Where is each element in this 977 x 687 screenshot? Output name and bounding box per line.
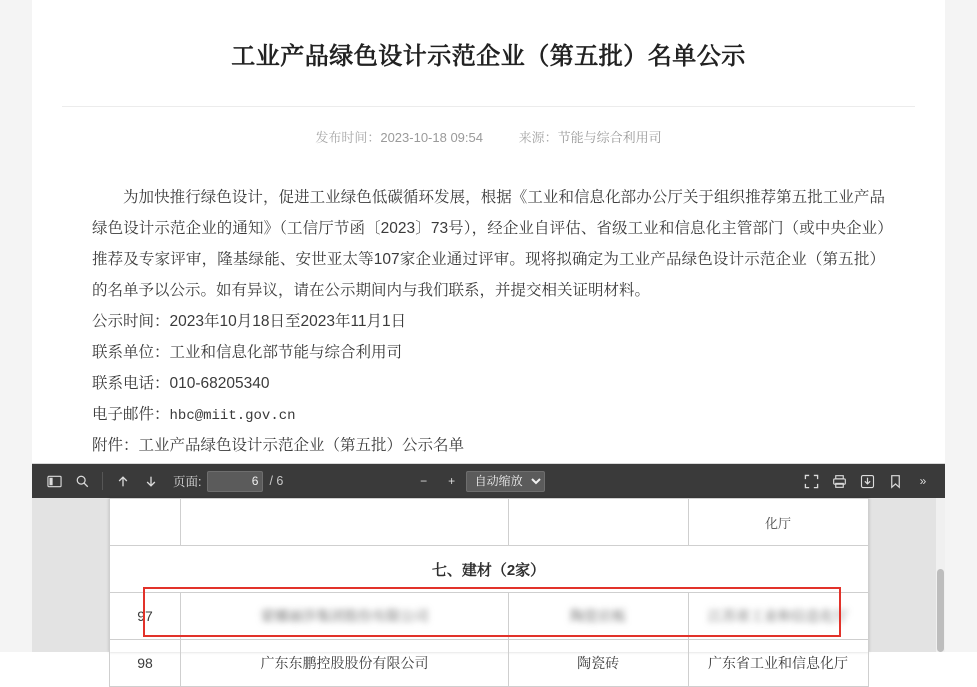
toolbar-separator-1 xyxy=(102,472,103,490)
row-97-no: 97 xyxy=(109,593,181,640)
zoom-out-button[interactable]: − xyxy=(420,474,428,488)
row-98-product: 陶瓷砖 xyxy=(508,640,688,687)
pdf-scrollbar-thumb[interactable] xyxy=(937,569,944,652)
pdf-viewer xyxy=(32,463,945,671)
source-label: 来源： xyxy=(518,129,558,145)
table-row xyxy=(109,593,868,640)
pdf-toolbar xyxy=(32,464,945,498)
left-margin-rail xyxy=(0,0,32,652)
main-paragraph: 为加快推行绿色设计，促进工业绿色低碳循环发展，根据《工业和信息化部办公厅关于组织推荐第五批工业产品绿色设计示范企业的通知》（工信厅节函〔2023〕73号），经企业自评估、省级工业和信息化主管部门（或中央企业）推荐及专家评审，隆基绿能、安世亚太等107家企业通过评审。现将拟确定为工业产品绿色设计示范企业（第五批）的名单予以公示。如有异议，请在公示期间内与我们联系，并提交相关证明材料。 xyxy=(92,188,885,299)
bookmark-icon[interactable] xyxy=(881,468,909,494)
zoom-level-select[interactable] xyxy=(466,471,545,492)
pdf-page-6 xyxy=(109,498,869,671)
zoom-controls xyxy=(410,468,545,494)
email-label: 电子邮件： xyxy=(92,405,170,423)
publish-time xyxy=(315,130,486,145)
page-number-label: 页面: xyxy=(173,475,202,489)
detail-line-contact-phone: 联系电话：010-68205340 xyxy=(92,374,270,392)
source xyxy=(519,130,662,145)
page-title: 工业产品绿色设计示范企业（第五批）名单公示 xyxy=(231,43,746,71)
row-98-name: 广东东鹏控股股份有限公司 xyxy=(181,640,508,687)
fullscreen-icon[interactable] xyxy=(797,468,825,494)
source-value: 节能与综合利用司 xyxy=(557,129,662,145)
sidebar-toggle-icon[interactable] xyxy=(40,468,68,494)
arrow-up-icon[interactable] xyxy=(109,468,137,494)
company-list-table xyxy=(109,498,869,687)
printer-icon[interactable] xyxy=(825,468,853,494)
detail-line-email xyxy=(92,399,885,430)
row-97-name: 蒙娜丽莎集团股份有限公司 xyxy=(181,593,508,640)
partial-cell-no xyxy=(109,499,181,546)
search-icon[interactable] xyxy=(68,468,96,494)
table-section-header xyxy=(109,546,868,593)
partial-cell-dept: 化厅 xyxy=(688,499,868,546)
detail-line-notice-period: 公示时间：2023年10月18日至2023年11月1日 xyxy=(92,312,407,330)
right-margin-rail xyxy=(945,0,977,652)
table-row-partial xyxy=(109,499,868,546)
table-row xyxy=(109,640,868,687)
more-tools-button[interactable]: » xyxy=(919,474,927,488)
section-title: 七、建材（2家） xyxy=(109,546,868,593)
row-97-dept: 江苏省工业和信息化厅 xyxy=(688,593,868,640)
detail-line-contact-unit: 联系单位：工业和信息化部节能与综合利用司 xyxy=(92,343,403,361)
zoom-in-button[interactable]: + xyxy=(448,474,456,488)
pdf-scrollbar[interactable] xyxy=(936,498,945,652)
partial-cell-name xyxy=(181,499,508,546)
article-content xyxy=(32,164,945,461)
arrow-down-icon[interactable] xyxy=(137,468,165,494)
publish-time-value: 2023-10-18 09:54 xyxy=(380,129,483,145)
email-value: hbc@miit.gov.cn xyxy=(169,407,296,424)
row-98-dept: 广东省工业和信息化厅 xyxy=(688,640,868,687)
article-meta xyxy=(32,107,945,164)
page-number-input[interactable] xyxy=(207,471,263,492)
toolbar-right-group xyxy=(797,468,937,494)
download-icon[interactable] xyxy=(853,468,881,494)
partial-cell-product xyxy=(508,499,688,546)
row-98-no: 98 xyxy=(109,640,181,687)
pdf-canvas[interactable] xyxy=(32,498,945,671)
page-total-label: / 6 xyxy=(269,474,284,488)
row-97-product: 陶瓷岩板 xyxy=(508,593,688,640)
publish-time-label: 发布时间： xyxy=(315,129,381,145)
attachment-line: 附件：工业产品绿色设计示范企业（第五批）公示名单 xyxy=(92,436,465,454)
